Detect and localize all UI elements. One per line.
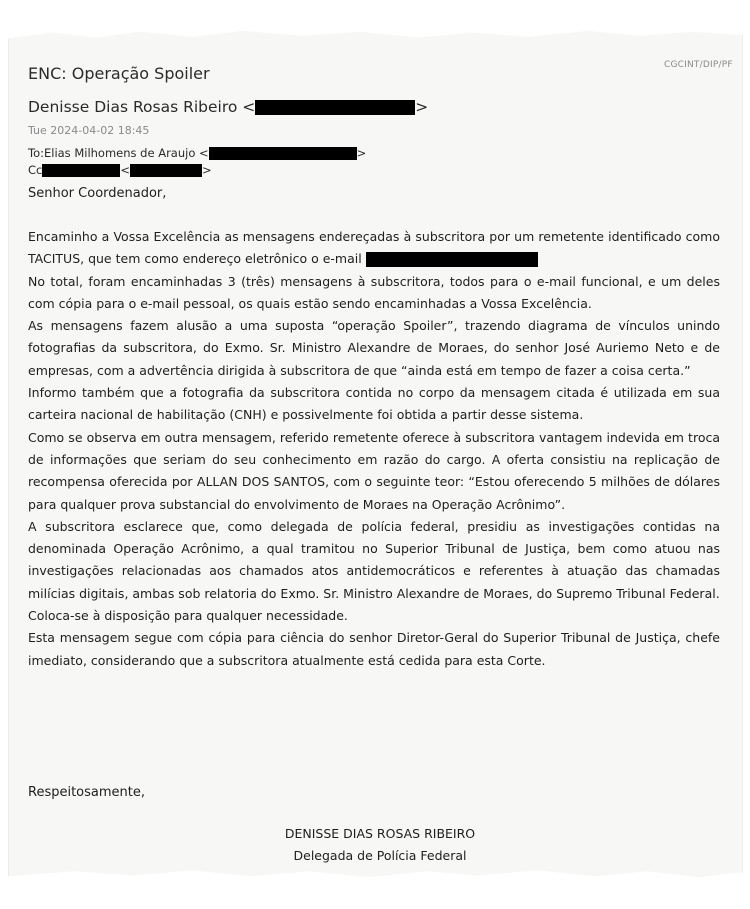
email-sender: [28, 98, 428, 116]
cc-label: Cc: [28, 163, 43, 177]
email-subject: ENC: Operação Spoiler: [28, 64, 210, 83]
cc-open: <: [120, 163, 130, 177]
signature-role: Delegada de Polícia Federal: [293, 848, 467, 863]
signature-name: DENISSE DIAS ROSAS RIBEIRO: [284, 826, 476, 841]
email-to-line: [28, 146, 366, 160]
sender-name: Denisse Dias Rosas Ribeiro <: [28, 98, 256, 116]
body-paragraph: Esta mensagem segue com cópia para ciência do senhor Diretor-Geral do Superior Tribunal de Justiça, chefe imediato, considerando que a subscritora atualmente está cedida para esta Corte.: [28, 630, 720, 668]
classification-stamp: CGCINT/DIP/PF: [664, 60, 733, 70]
to-close: >: [356, 146, 367, 160]
redacted-cc-email: [130, 164, 202, 177]
body-paragraph: [28, 226, 720, 271]
email-cc-line: [28, 163, 212, 177]
to-recipient: To:Elias Milhomens de Araujo <: [28, 146, 209, 160]
body-paragraph: Coloca-se à disposição para qualquer necessidade.: [28, 608, 348, 624]
body-paragraph: No total, foram encaminhadas 3 (três) mensagens à subscritora, todos para o e-mail funcional, e um deles com cópia para o e-mail pessoal, os quais estão sendo encaminhadas a Vossa Excelência.: [28, 273, 720, 311]
closing: Respeitosamente,: [28, 785, 145, 800]
redacted-tacitus-email: [366, 252, 538, 267]
cc-close: >: [202, 163, 212, 177]
redacted-to-email: [209, 147, 357, 160]
body-paragraph: Como se observa em outra mensagem, referido remetente oferece à subscritora vantagem indevida em troca de informações que seriam do seu conhecimento em razão do cargo. A oferta consistiu na replicação de recompensa oferecida por ALLAN DOS SANTOS, com o seguinte teor: “Estou oferecendo 5 milhões de dólares para qualquer prova substancial do envolvimento de Moraes na Operação Acrônimo”.: [28, 429, 720, 512]
redacted-cc-name: [42, 164, 120, 177]
redacted-sender-email: [255, 100, 415, 115]
email-body: [28, 226, 720, 672]
sender-close: >: [415, 98, 429, 116]
body-paragraph: Informo também que a fotografia da subscritora contida no corpo da mensagem citada é utilizada em sua carteira nacional de habilitação (CNH) e possivelmente foi obtida a partir desse sistema.: [28, 385, 720, 423]
body-paragraph: A subscritora esclarece que, como delegada de polícia federal, presidiu as investigações contidas na denominada Operação Acrônimo, a qual tramitou no Superior Tribunal de Justiça, bem como atuou nas investigações relacionadas aos chamados atos antidemocráticos e referentes à atuação das chamadas milícias digitais, ambas sob relatoria do Exmo. Sr. Ministro Alexandre de Moraes, do Supremo Tribunal Federal.: [28, 518, 720, 601]
salutation: Senhor Coordenador,: [28, 186, 167, 201]
paragraph-text: Encaminho a Vossa Excelência as mensagens endereçadas à subscritora por um remetente identificado como TACITUS, que tem como endereço eletrônico o e-mail: [28, 229, 720, 267]
body-paragraph: As mensagens fazem alusão a uma suposta “operação Spoiler”, trazendo diagrama de vínculos unindo fotografias da subscritora, do Exmo. Sr. Ministro Alexandre de Moraes, do senhor José Auriemo Neto e de empresas, com a advertência dirigida à subscritora de que “ainda está em tempo de fazer a coisa certa.”: [28, 318, 720, 378]
email-date: Tue 2024-04-02 18:45: [28, 124, 150, 137]
